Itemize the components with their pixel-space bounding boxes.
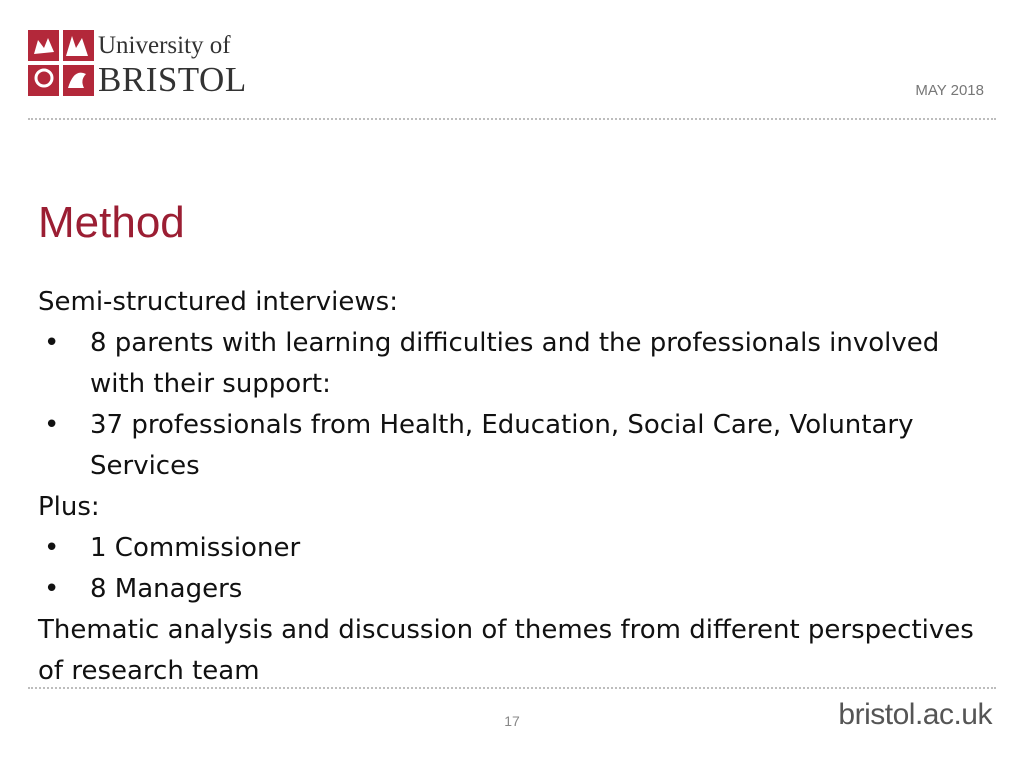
page-number: 17 — [504, 713, 520, 729]
slide-date: MAY 2018 — [915, 82, 984, 99]
bullet-item — [38, 569, 998, 610]
slide-title: Method — [38, 198, 185, 247]
bullet-item — [38, 323, 998, 405]
university-logo — [28, 30, 258, 100]
body-line: Plus: — [38, 492, 100, 522]
bullet-text: 37 professionals from Health, Education, Social Care, Voluntary Services — [90, 410, 914, 481]
slide-body — [38, 282, 998, 692]
university-crest-icon — [28, 30, 94, 96]
bullet-marker: • — [44, 574, 60, 604]
bullet-marker: • — [44, 328, 60, 358]
body-line: Semi-structured interviews: — [38, 287, 398, 317]
bullet-text: 1 Commissioner — [90, 533, 301, 563]
bullet-item — [38, 405, 998, 487]
bullet-marker: • — [44, 533, 60, 563]
footer-divider — [28, 687, 996, 689]
logo-text-line1: University of — [98, 32, 231, 59]
bullet-marker: • — [44, 410, 60, 440]
logo-text-line2: BRISTOL — [98, 60, 247, 99]
bullet-item — [38, 528, 998, 569]
header-divider — [28, 118, 996, 120]
bullet-text: 8 Managers — [90, 574, 243, 604]
bullet-text: 8 parents with learning difficulties and the professionals involved with their support: — [90, 328, 940, 399]
footer-url: bristol.ac.uk — [838, 698, 992, 731]
body-line: Thematic analysis and discussion of themes from different perspectives of research team — [38, 615, 974, 686]
